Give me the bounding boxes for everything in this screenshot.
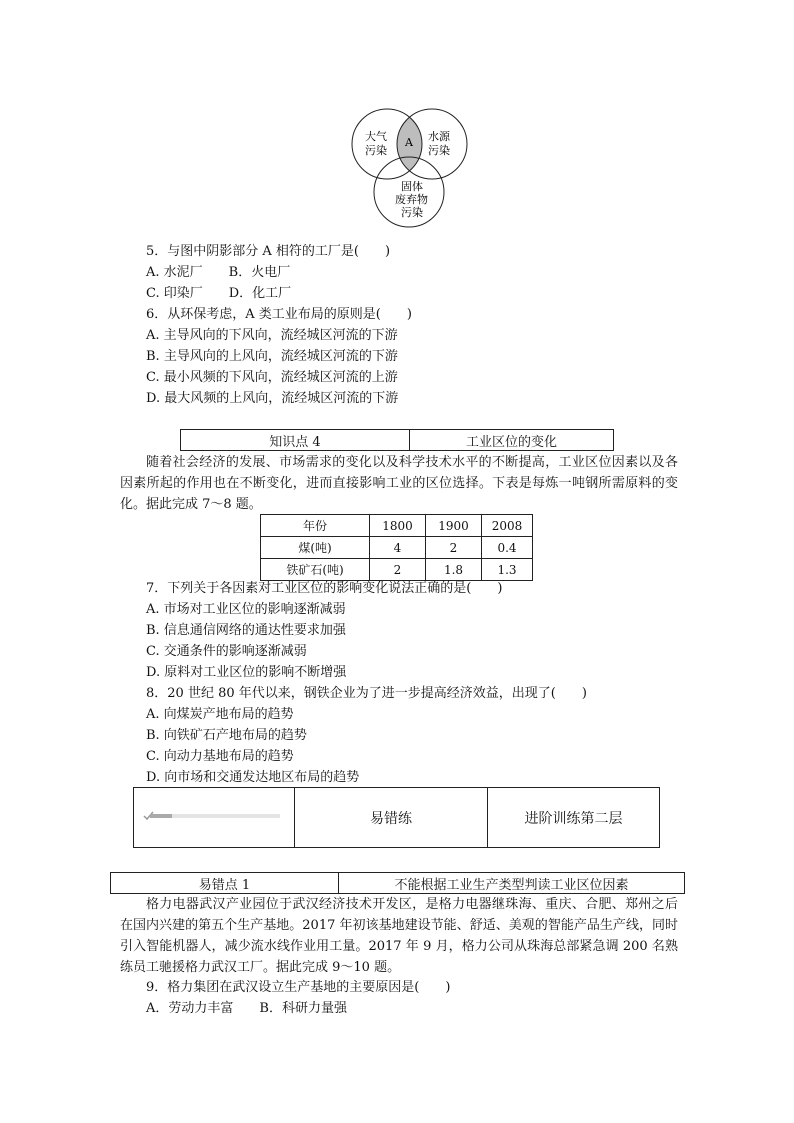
banner-right: 进阶训练第二层 [488, 788, 660, 848]
option-line: C. 印染厂 D．化工厂 [146, 286, 292, 301]
option-line: B. 主导风向的上风向，流经城区河流的下游 [146, 349, 398, 364]
table-cell: 4 [370, 537, 426, 559]
option-line: C. 交通条件的影响逐渐减弱 [146, 644, 307, 659]
table-header-cell: 1800 [370, 515, 426, 537]
venn-right-label-2: 污染 [428, 144, 450, 157]
venn-bottom-label-2: 废弃物 [395, 193, 428, 206]
table-cell: 1.3 [482, 559, 533, 581]
option-line: C. 向动力基地布局的趋势 [146, 749, 294, 764]
venn-bottom-label-1: 固体 [401, 180, 423, 193]
question-8: 8．20 世纪 80 年代以来，钢铁企业为了进一步提高经济效益，出现了( ) [146, 686, 587, 701]
option-line: C. 最小风频的下风向，流经城区河流的上游 [146, 370, 398, 385]
check-progress-icon [142, 809, 282, 823]
intro-paragraph: 随着社会经济的发展、市场需求的变化以及科学技术水平的不断提高，工业区位因素以及各因素所起的作用也在不断变化，进而直接影响工业的区位选择。下表是每炼一吨钢所需原料的变化。据此完成 7～8 题。 [120, 455, 678, 512]
option-line: A. 水泥厂 B．火电厂 [146, 265, 291, 280]
knowledge-point-label: 知识点 4 [181, 430, 410, 451]
table-header-cell: 2008 [482, 515, 533, 537]
table-cell: 煤(吨) [261, 537, 370, 559]
venn-center-label: A [405, 136, 413, 149]
table-cell: 0.4 [482, 537, 533, 559]
table-cell: 2 [370, 559, 426, 581]
table-cell: 1.8 [426, 559, 482, 581]
venn-bottom-label-3: 污染 [401, 206, 423, 219]
option-line: D. 最大风频的上风向，流经城区河流的下游 [146, 391, 399, 406]
question-5: 5．与图中阴影部分 A 相符的工厂是( ) [146, 244, 391, 259]
table-cell: 2 [426, 537, 482, 559]
option-line: A. 主导风向的下风向，流经城区河流的下游 [146, 328, 398, 343]
option-line: D. 原料对工业区位的影响不断增强 [146, 665, 347, 680]
option-line: A. 向煤炭产地布局的趋势 [146, 707, 294, 722]
venn-left-label-1: 大气 [365, 130, 387, 143]
error-point-label: 易错点 1 [111, 873, 339, 894]
steel-raw-material-table [260, 514, 533, 581]
knowledge-point-box [180, 429, 614, 451]
option-line: B. 向铁矿石产地布局的趋势 [146, 728, 307, 743]
error-point-title: 不能根据工业生产类型判读工业区位因素 [339, 873, 685, 894]
venn-left-label-2: 污染 [365, 144, 387, 157]
option-line: D. 向市场和交通发达地区布局的趋势 [146, 770, 360, 785]
error-point-box [110, 872, 685, 894]
venn-diagram [345, 104, 475, 232]
banner-decoration-cell [134, 788, 295, 848]
knowledge-point-title: 工业区位的变化 [410, 430, 614, 451]
table-header-cell: 年份 [261, 515, 370, 537]
gree-paragraph: 格力电器武汉产业园位于武汉经济技术开发区，是格力电器继珠海、重庆、合肥、郑州之后在国内兴建的第五个生产基地。2017 年初该基地建设节能、舒适、美观的智能产品生产线，同时引入智能机器人，减少流水线作业用工量。2017 年 9 月，格力公司从珠海总部紧急调 200 名熟练员工驰援格力武汉工厂。据此完成 9～10 题。 [120, 897, 678, 975]
question-9: 9．格力集团在武汉设立生产基地的主要原因是( ) [146, 980, 451, 995]
table-cell: 铁矿石(吨) [261, 559, 370, 581]
table-row [261, 559, 533, 581]
option-line: A．劳动力丰富 B．科研力量强 [146, 1001, 347, 1016]
section-banner [133, 787, 660, 848]
option-line: B. 信息通信网络的通达性要求加强 [146, 623, 346, 638]
table-header-cell: 1900 [426, 515, 482, 537]
question-6: 6．从环保考虑，A 类工业布局的原则是( ) [146, 307, 412, 322]
question-7: 7．下列关于各因素对工业区位的影响变化说法正确的是( ) [146, 581, 503, 596]
banner-middle: 易错练 [295, 788, 488, 848]
table-row [261, 537, 533, 559]
option-line: A. 市场对工业区位的影响逐渐减弱 [146, 602, 346, 617]
venn-right-label-1: 水源 [428, 130, 450, 143]
